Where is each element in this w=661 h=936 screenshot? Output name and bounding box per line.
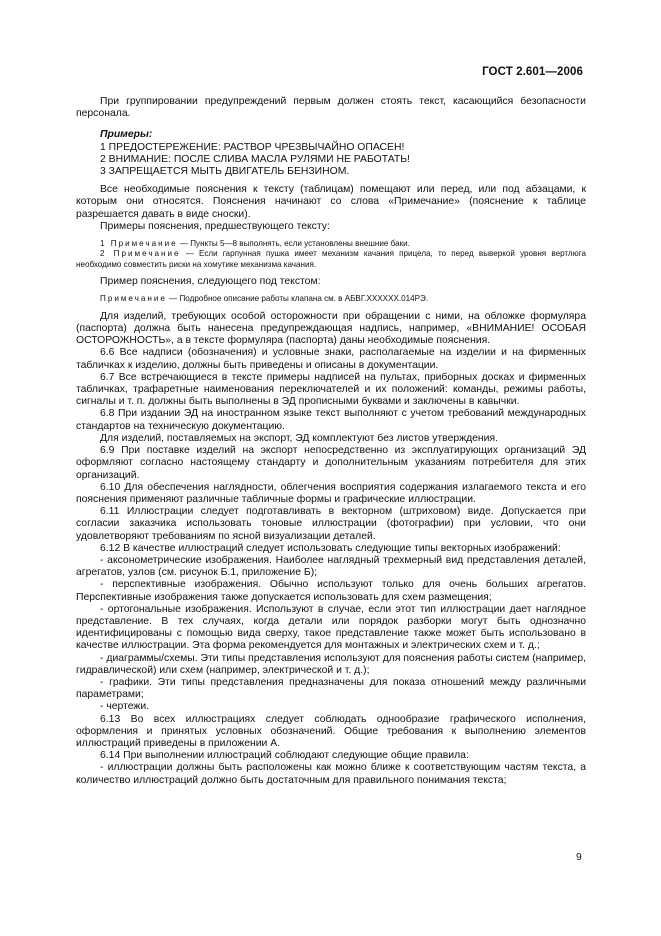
example-item [76, 166, 586, 178]
paragraph [76, 482, 586, 506]
paragraph-text: - диаграммы/схемы. Эти типы представления используют для пояснения работы систем (например, гидравлической) или схем (например, электрической и т. д.); [76, 652, 586, 676]
note-label: 1 Примечание [100, 239, 178, 249]
note-label: Примечание [100, 294, 167, 304]
paragraph-text: 6.6 Все надписи (обозначения) и условные знаки, располагаемые на изделии и на фирменных табличках к изделию, должны быть приведены и описаны в документации. [76, 347, 586, 371]
paragraph-text: 3 ЗАПРЕЩАЕТСЯ МЫТЬ ДВИГАТЕЛЬ БЕНЗИНОМ. [100, 166, 350, 178]
paragraph [76, 433, 586, 445]
paragraph [76, 408, 586, 432]
paragraph-text: Примеры: [100, 129, 153, 141]
paragraph [76, 604, 586, 653]
paragraph [76, 184, 586, 221]
paragraph-text: 6.13 Во всех иллюстрациях следует соблюдать однообразие графического исполнения, оформления и принятых условных обозначений. Общие требования к выполнению элементов иллюстраций приведены в приложении А. [76, 713, 586, 749]
paragraph-text: Для изделий, требующих особой осторожности при обращении с ними, на обложке формуляра (паспорта) должна быть нанесена предупреждающая надпись, например, «ВНИМАНИЕ! ОСОБАЯ ОСТОРОЖНОСТЬ», а в тексте формуляра (паспорта) даны необходимые пояснения. [76, 310, 586, 347]
paragraph-text: 2 ВНИМАНИЕ: ПОСЛЕ СЛИВА МАСЛА РУЛЯМИ НЕ РАБОТАТЬ! [100, 153, 410, 165]
paragraph-text: — Если гарпунная пушка имеет механизм качания прицела, то перед выверкой уровня вертлюга необходимо совместить риски на хомутике механизма качания. [76, 249, 586, 269]
paragraph-text: Пример пояснения, следующего под текстом: [100, 276, 321, 288]
document-header: ГОСТ 2.601—2006 [482, 66, 583, 78]
paragraph-text: — Пункты 5—8 выполнять, если установлены внешние баки. [177, 239, 410, 249]
paragraph-text: 6.14 При выполнении иллюстраций соблюдают следующие общие правила: [100, 750, 469, 762]
paragraph-text: Примеры пояснения, предшествующего тексту: [100, 220, 330, 232]
note-paragraph [76, 239, 586, 249]
paragraph-text: - перспективные изображения. Обычно используют только для очень больших агрегатов. Перспективные изображения также допускается использовать для схем размещения; [76, 579, 586, 603]
paragraph [76, 714, 586, 751]
paragraph-text: - чертежи. [100, 701, 150, 713]
note-label: 2 Примечание [100, 249, 181, 259]
paragraph-text: Для изделий, поставляемых на экспорт, ЭД комплектуют без листов утверждения. [100, 432, 498, 444]
paragraph-text: 1 ПРЕДОСТЕРЕЖЕНИЕ: РАСТВОР ЧРЕЗВЫЧАЙНО ОПАСЕН! [100, 141, 405, 153]
paragraph-text: 6.9 При поставке изделий на экспорт непосредственно из эксплуатирующих организаций ЭД оформляют согласно настоящему стандарту и дополнительным указаниям потребителя для этих организаций. [76, 445, 586, 481]
paragraph [76, 579, 586, 603]
paragraph [76, 276, 586, 288]
paragraph-text: - ортогональные изображения. Используют в случае, если этот тип иллюстрации дает наглядное представление. В тех случаях, когда детали или порядок разборки могут быть однозначно идентифицированы с помощью вида сверху, такое представление также может быть использовано в качестве иллюстрации. Эта форма рекомендуется для монтажных и электрических схем и т. д.; [76, 603, 586, 652]
paragraph-text: 6.7 Все встречающиеся в тексте примеры надписей на пультах, приборных досках и фирменных табличках, трафаретные наименования переключателей и их положений: команды, режимы работы, сигналы и т. п. должны быть выполнены в ЭД прописными буквами и заключены в кавычки. [76, 371, 586, 408]
paragraph [76, 311, 586, 348]
example-item [76, 129, 586, 141]
example-item [76, 142, 586, 154]
paragraph-text: 6.8 При издании ЭД на иностранном языке текст выполняют с учетом требований международных стандартов на техническую документацию. [76, 408, 586, 432]
paragraph-text: — Подробное описание работы клапана см. в АБВГ.XXXXXX.014РЭ. [166, 294, 429, 304]
note-paragraph [76, 249, 586, 270]
paragraph [76, 96, 586, 120]
paragraph [76, 372, 586, 409]
paragraph [76, 750, 586, 762]
paragraph-text: 6.11 Иллюстрации следует подготавливать в векторном (штриховом) виде. Допускается при согласии заказчика использовать тоновые иллюстрации (фотографии) при условии, что они удовлетворяют требованиям по ясной визуализации деталей. [76, 506, 586, 542]
example-item [76, 154, 586, 166]
paragraph-text: При группировании предупреждений первым должен стоять текст, касающийся безопасности персонала. [76, 96, 586, 120]
paragraph [76, 762, 586, 786]
paragraph [76, 543, 586, 555]
paragraph [76, 445, 586, 482]
page-number: 9 [576, 852, 582, 863]
paragraph [76, 347, 586, 371]
paragraph-text: 6.12 В качестве иллюстраций следует использовать следующие типы векторных изображений: [100, 542, 561, 554]
note-paragraph [76, 294, 586, 304]
paragraph [76, 653, 586, 677]
paragraph [76, 221, 586, 233]
paragraph-text: 6.10 Для обеспечения наглядности, облегчения восприятия содержания излагаемого текста и его пояснения применяют различные табличные формы и графические иллюстрации. [76, 481, 586, 505]
paragraph [76, 701, 586, 713]
paragraph-text: - аксонометрические изображения. Наиболее наглядный трехмерный вид представления деталей, агрегатов, узлов (см. рисунок Б.1, приложение Б); [76, 554, 586, 579]
paragraph-text: Все необходимые пояснения к тексту (таблицам) помещают или перед, или под абзацами, к которым они относятся. Пояснения начинают со слова «Примечание» (пояснение к таблице разрешается давать в виде сноски). [76, 184, 586, 220]
paragraph-text: - графики. Эти типы представления предназначены для показа отношений между различными параметрами; [76, 676, 586, 701]
paragraph [76, 555, 586, 579]
paragraph [76, 506, 586, 543]
document-body [76, 96, 586, 787]
paragraph-text: - иллюстрации должны быть расположены как можно ближе к соответствующим частям текста, а количество иллюстраций должно быть достаточным для правильного понимания текста; [76, 762, 586, 786]
paragraph [76, 677, 586, 701]
